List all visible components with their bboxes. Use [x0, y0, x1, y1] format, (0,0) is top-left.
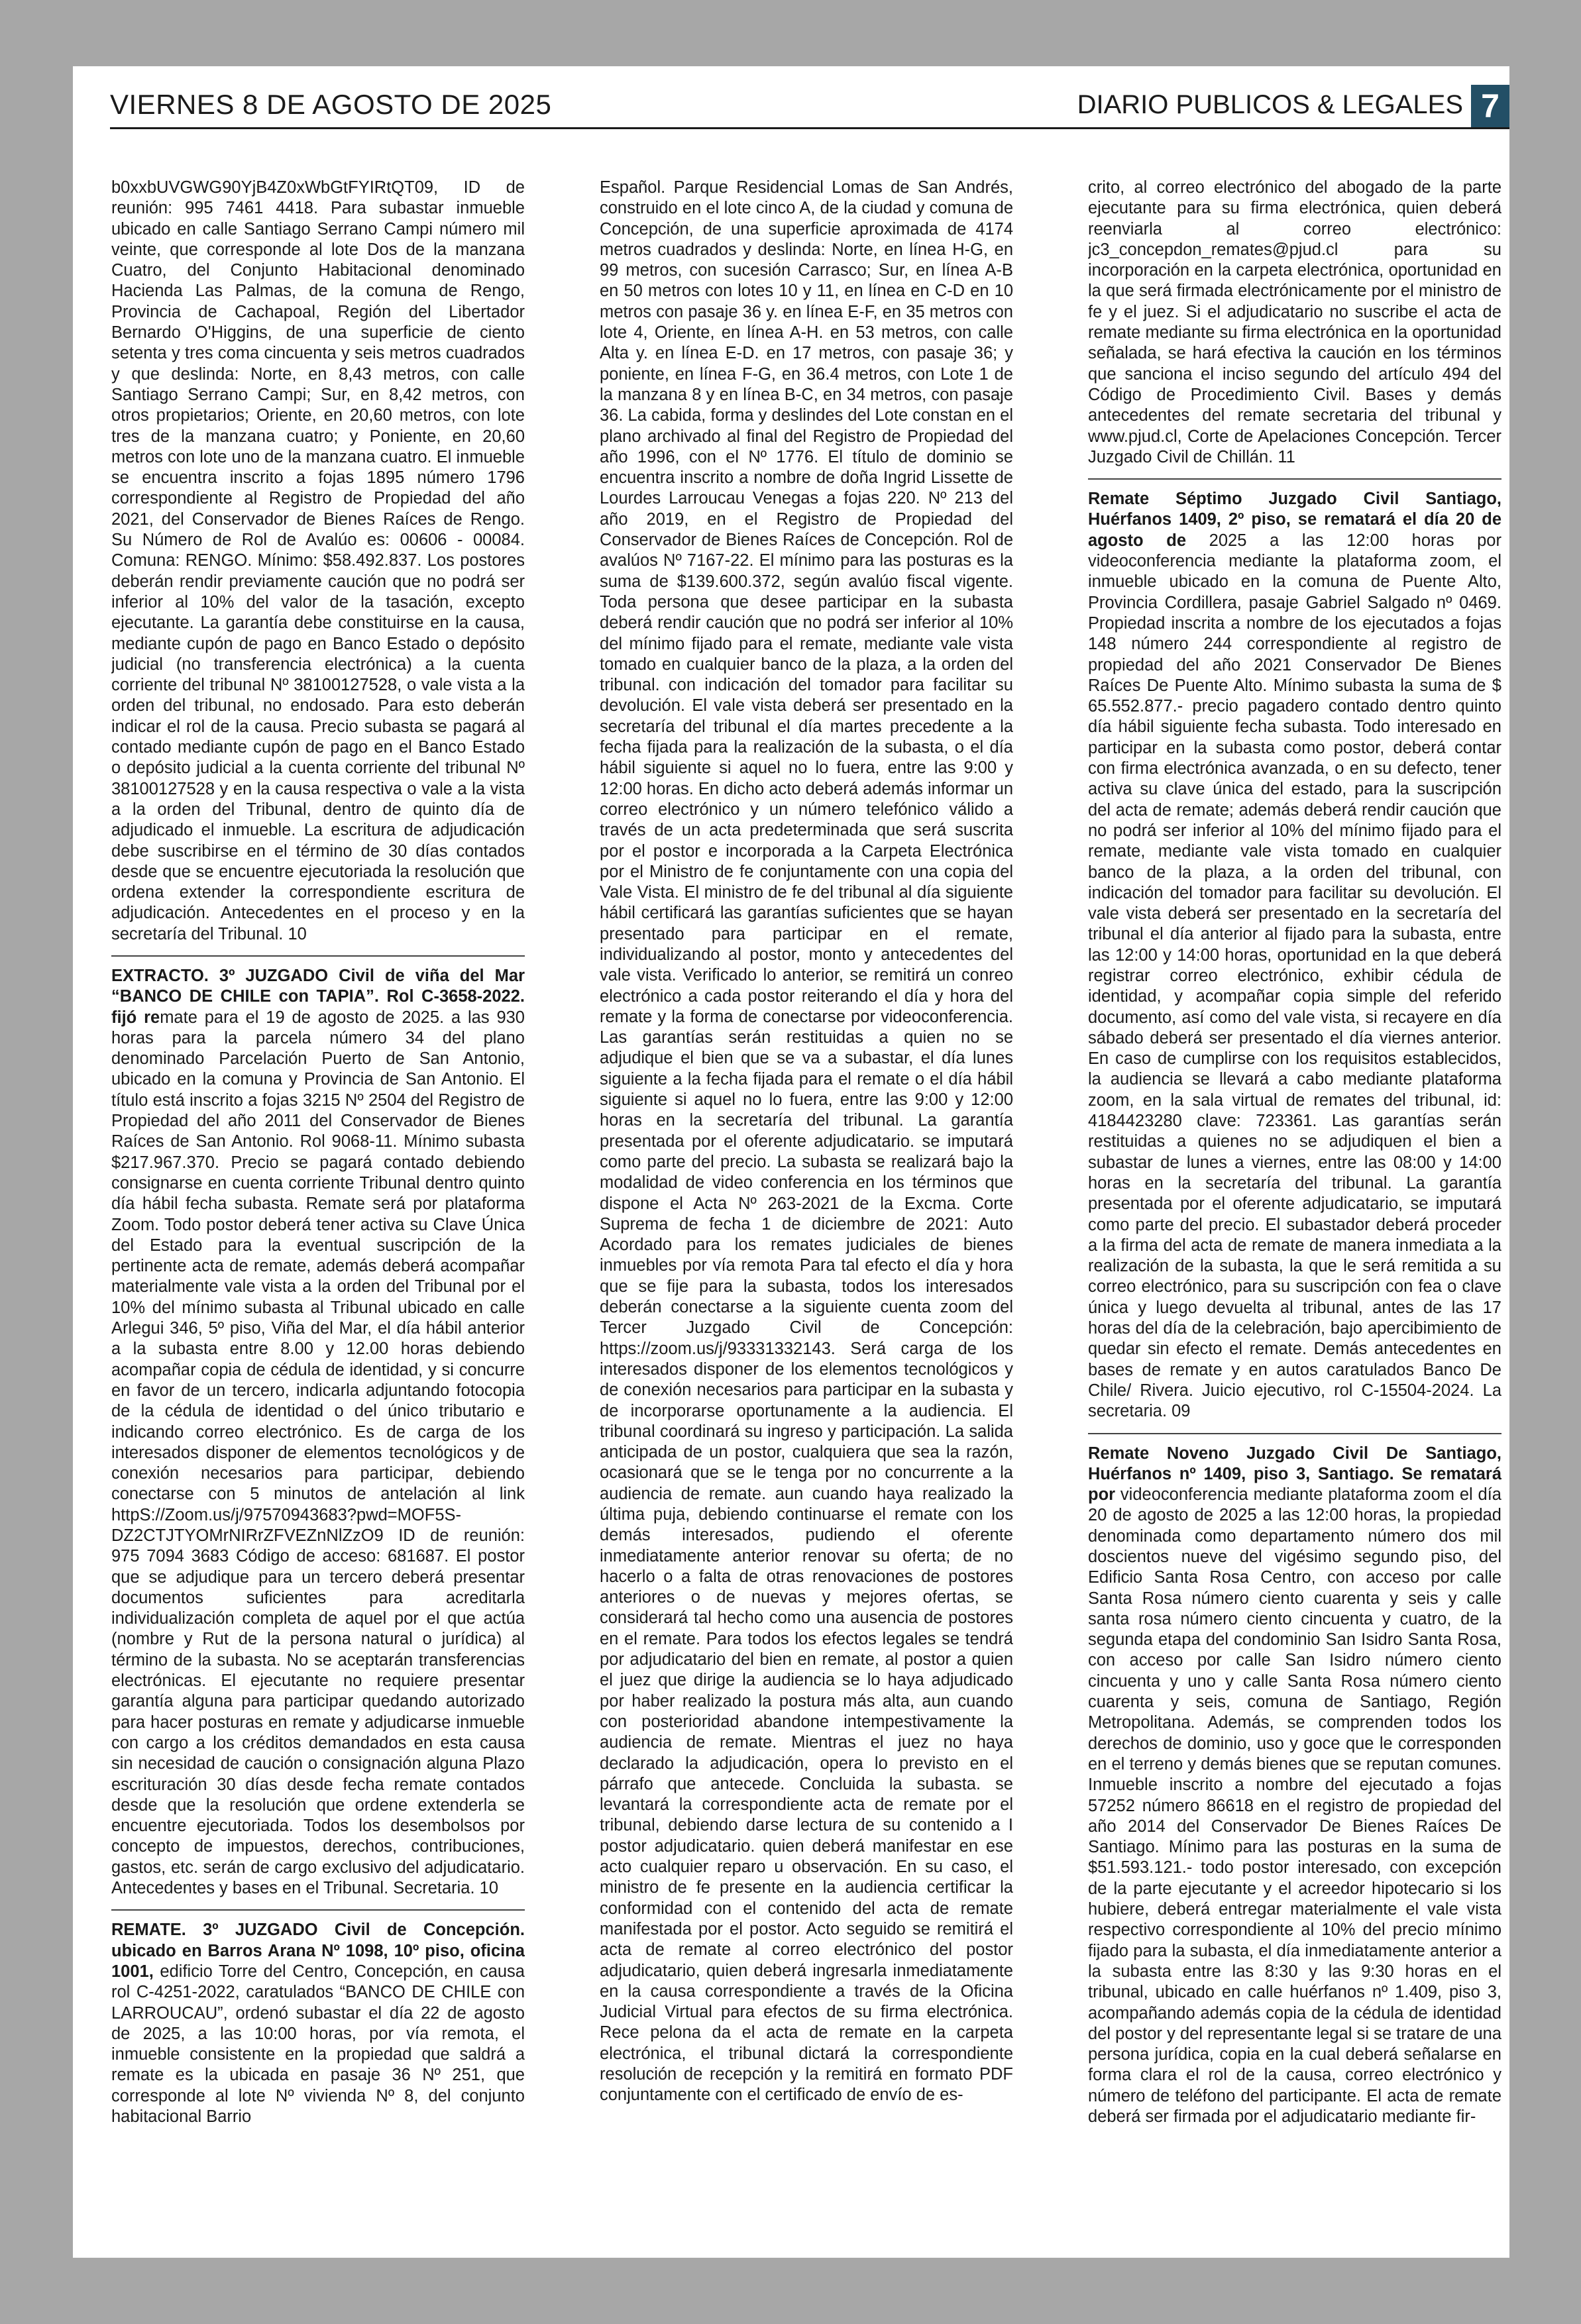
notice-noveno-juzgado — [1088, 1444, 1501, 2128]
column-2 — [600, 178, 1013, 2251]
divider — [1088, 1433, 1501, 1434]
notice-concepcion-continued: Español. Parque Residencial Lomas de San Andrés, construido en el lote cinco A, de la ciudad y comuna de Concepción, de una superficie aproximada de 4174 metros cuadrados y deslinda: Norte, en línea H-G, en 99 metros, con sucesión Carrasco; Sur, en línea A-B en 50 metros con lotes 10 y 11, en línea en C-D en 10 metros con pasaje 36 y. en línea E-F, en 35 metros con lote 4, Oriente, en línea A-H. en 53 metros, con calle Alta y. en línea E-D. en 17 metros, con pasaje 36; y poniente, en línea F-G, en 36.4 metros, con Lote 1 de la manzana 8 y en línea B-C, en 34 metros, con pasaje 36. La cabida, forma y deslindes del Lote constan en el plano archivado al final del Registro de Propiedad del año 1996, con el Nº 1776. El título de dominio se encuentra inscrito a nombre de doña Ingrid Lissette de Lourdes Larroucau Venegas a fojas 220. Nº 213 del año 2019, en el Registro de Propiedad del Conservador de Bienes Raíces de Concepción. Rol de avalúos Nº 7167-22. El mínimo para las posturas es la suma de $139.600.372, según avalúo fiscal vigente. Toda persona que desee participar en la subasta deberá rendir caución que no podrá ser inferior al 10% del mínimo fijado para el remate, mediante vale vista tomado en cualquier banco de la plaza, a la orden del tribunal. con indicación del tomador para facilitar su devolución. El vale vista deberá ser presentado en la secretaría del tribunal el día martes precedente a la fecha fijada para la realización de la subasta, o el día hábil siguiente si aquel no lo fuera, entre las 9:00 y 12:00 horas. En dicho acto deberá además informar un correo electrónico y un número telefónico válido a través de un acta predeterminada que será suscrita por el postor e incorporada a la Carpeta Electrónica por el Ministro de fe conjuntamente con una copia del Vale Vista. El ministro de fe del tribunal al día siguiente hábil certificará las garantías suficientes que se hayan presentado para participar en el remate, individualizando al postor, monto y antecedentes del vale vista. Verificado lo anterior, se remitirá un conreo electrónico a cada postor reiterando el día y hora del remate y la forma de conectarse por videoconferencia. Las garantías serán restituidas a quien no se adjudique el bien que se va a subastar, el día lunes siguiente a la fecha fijada para el remate o el día hábil siguiente si aquel no lo fuera, entre las 9:00 y 12:00 horas en la secretaría del tribunal. La garantía presentada por el oferente adjudicatario. se imputará como parte del precio. La subasta se realizará bajo la modalidad de video conferencia en los términos que dispone el Acta Nº 263-2021 de la Excma. Corte Suprema de fecha 1 de diciembre de 2021: Auto Acordado para los remates judiciales de bienes inmuebles por vía remota Para tal efecto el día y hora que se fije para la subasta, todos los interesados deberán conectarse a la siguiente cuenta zoom del Tercer Juzgado Civil de Concepción: https://zoom.us/j/93331332143. Será carga de los interesados disponer de los elementos tecnológicos y de conexión necesarios para participar en la subasta y de incorporarse oportunamente a la audiencia. El tribunal coordinará su ingreso y participación. La salida anticipada de un postor, cualquiera que sea la razón, ocasionará que se le tenga por no concurrente a la audiencia de remate. aun cuando haya realizado la última puja, debiendo continuarse el remate con los demás interesados, pudiendo el oferente inmediatamente anterior renovar su oferta; de no hacerlo o a falta de otras renovaciones de postores anteriores o de nuevas y mejores ofertas, se considerará tal hecho como una ausencia de postores en el remate. Para todos los efectos legales se tendrá por adjudicatario del bien en remate, al postor a quien el juez que dirige la audiencia se lo haya adjudicado por haber realizado la postura más alta, aun cuando con posterioridad abandone intempestivamente la audiencia de remate. Mientras el juez no haya declarado la adjudicación, opera lo previsto en el párrafo que antecede. Concluida la subasta. se levantará la correspondiente acta de remate por el tribunal, debiendo darse lectura de su contenido a I postor adjudicatario. quien deberá manifestar en ese acto cualquier reparo u observación. En su caso, el ministro de fe presente en la audiencia certificar la conformidad con el contenido del acta de remate manifestada por el postor. Acto seguido se remitirá el acta de remate al correo electrónico del postor adjudicatario, quien deberá ingresarla inmediatamente en la causa correspondiente a través de la Oficina Judicial Virtual para efectos de su firma electrónica. Rece pelona da el acta de remate en la carpeta electrónica, el tribunal dictará la correspondiente resolución de recepción y la remitirá en formato PDF conjuntamente con el certificado de envío de es- — [600, 178, 1013, 2105]
notice-concepcion — [111, 1920, 525, 2127]
newspaper-page — [73, 66, 1509, 2258]
notice-body: mate para el 19 de agosto de 2025. a las 930 horas para la parcela número 34 del plano denominado Parcelación Puerto de San Antonio, ubicado en la comuna y Provincia de San Antonio. El título está inscrito a fojas 3215 Nº 2504 del Registro de Propiedad del año 2011 del Conservador de Bienes Raíces de San Antonio. Rol 9068-11. Mínimo subasta $217.967.370. Precio se pagará contado debiendo consignarse en cuenta corriente Tribunal dentro quinto día hábil fecha subasta. Remate será por plataforma Zoom. Todo postor deberá tener activa su Clave Única del Estado para la eventual suscripción de la pertinente acta de remate, además deberá acompañar materialmente vale vista a la orden del Tribunal por el 10% del mínimo subasta al Tribunal ubicado en calle Arlegui 346, 5º piso, Viña del Mar, el día hábil anterior a la subasta entre 8.00 y 12.00 horas debiendo acompañar copia de cédula de identidad, y si concurre en favor de un tercero, indicarla adjuntando fotocopia de la cédula de identidad o del único tributario e indicando correo electrónico. Es de carga de los interesados disponer de elementos tecnológicos y de conexión necesarios para participar, debiendo conectarse con 5 minutos de antelación al link httpS://Zoom.us/j/97570943683?pwd=MOF5S-DZ2CTJTYOMrNIRrZFVEZnNlZzO9 ID de reunión: 975 7094 3683 Código de acceso: 681687. El postor que se adjudique para un tercero deberá presentar documentos suficientes para acreditarla individualización completa de aquel por el que actúa (nombre y Rut de la persona natural o jurídica) al término de la subasta. No se aceptarán transferencias electrónicas. El ejecutante no requiere presentar garantía alguna para participar quedando autorizado para hacer posturas en remate y adjudicarse inmueble con cargo a los créditos demandados en esta causa sin necesidad de caución o consignación alguna Plazo escrituración 30 días desde fecha remate contados desde que la resolución que ordene extenderla se encuentre ejecutoriada. Todos los desembolsos por concepto de impuestos, derechos, contribuciones, gastos, etc. serán de cargo exclusivo del adjudicatario. Antecedentes y bases en el Tribunal. Secretaria. 10 — [111, 1008, 525, 1898]
notice-septimo-juzgado — [1088, 489, 1501, 1422]
issue-date: VIERNES 8 DE AGOSTO DE 2025 — [110, 89, 552, 120]
notice-body: 2025 a las 12:00 horas por videoconferencia mediante la plataforma zoom, el inmueble ubicado en la comuna de Puente Alto, Provincia Cordillera, pasaje Gabriel Salgado nº 0469. Propiedad inscrita a nombre de los ejecutados a fojas 148 número 244 correspondiente al registro de propiedad del año 2021 Conservador De Bienes Raíces De Puente Alto. Mínimo subasta la suma de $ 65.552.877.- precio pagadero contado dentro quinto día hábil siguiente fecha subasta. Todo interesado en participar en la subasta como postor, deberá contar con firma electrónica avanzada, o en su defecto, tener activa su clave única del estado, para la suscripción del acta de remate; además deberá rendir caución que no podrá ser inferior al 10% del mínimo fijado para el remate, mediante vale vista tomado en cualquier banco de la plaza, a la orden del tribunal, con indicación del tomador para facilitar su devolución. El vale vista deberá ser presentado en la secretaría del tribunal el día anterior al fijado para la subasta, entre las 12:00 y 14:00 horas, oportunidad en la que deberá registrar correo electrónico, exhibir cédula de identidad, y acompañar copia simple del referido documento, así como del vale vista, si recayere en día sábado deberá ser presentado el día viernes anterior. En caso de cumplirse con los requisitos establecidos, la audiencia se llevará a cabo mediante plataforma zoom, en la sala virtual de remates del tribunal, id: 4184423280 clave: 723361. Las garantías serán restituidas a quienes no se adjudiquen el bien a subastar de lunes a viernes, entre las 08:00 y 14:00 horas en la secretaría del tribunal. La garantía presentada por el oferente adjudicatario, se imputará como parte del precio. El subastador deberá proceder a la firma del acta de remate de manera inmediata a la realización de la subasta, la que le será remitida a su correo electrónico, para su suscripción con fea o clave única y luego devuelta al tribunal, antes de las 17 horas del día de la celebración, bajo apercibimiento de quedar sin efecto el remate. Demás antecedentes en bases de remate y en autos caratulados Banco De Chile/ Rivera. Juicio ejecutivo, rol C-15504-2024. La secretaria. 09 — [1088, 531, 1501, 1421]
notice-heading: Remate Séptimo Juzgado Civil Santiago, Huérfanos 1409, 2º piso, se rematará el día 20 de agosto de — [1088, 490, 1501, 550]
notice-body: edificio Torre del Centro, Concepción, en causa rol C-4251-2022, caratulados “BANCO DE CHILE con LARROUCAU”, ordenó subastar el día 22 de agosto de 2025, a las 10:00 horas, por vía remota, el inmueble consistente en la propiedad que saldrá a remate es la ubicada en pasaje 36 Nº 251, que corresponde al lote Nº vivienda Nº 8, del conjunto habitacional Barrio — [111, 1962, 525, 2127]
notice-heading: EXTRACTO. 3º JUZGADO Civil de viña del Mar “BANCO DE CHILE con TAPIA”. Rol C-3658-2022. fijó re — [111, 966, 525, 1027]
column-1 — [111, 178, 525, 2251]
column-3 — [1088, 178, 1501, 2251]
notice-body: videoconferencia mediante plataforma zoom el día 20 de agosto de 2025 a las 12:00 horas, la propiedad denominada como departamento número dos mil doscientos nueve del vigésimo segundo piso, del Edificio Santa Rosa Centro, con acceso por calle Santa Rosa número ciento cuarenta y seis y calle santa rosa número ciento cincuenta y cuatro, de la segunda etapa del condominio San Isidro Santa Rosa, con acceso por calle San Isidro número ciento cincuenta y uno y calle Santa Rosa número ciento cuarenta y seis, comuna de Santiago, Región Metropolitana. Además, se comprenden todos los derechos de dominio, uso y goce que le corresponden en el terreno y demás bienes que se reputan comunes. Inmueble inscrito a nombre del ejecutado a fojas 57252 número 86618 en el registro de propiedad del año 2014 del Conservador De Bienes Raíces De Santiago. Mínimo para las posturas en la suma de $51.593.121.- todo postor interesado, con excepción de la parte ejecutante y el acreedor hipotecario si los hubiere, deberá entregar materialmente el vale vista respectivo correspondiente al 10% del precio mínimo fijado para la subasta, el día inmediatamente anterior a la subasta entre las 8:30 y las 9:30 horas en el tribunal, ubicado en calle huérfanos nº 1.409, piso 3, acompañando además copia de la cédula de identidad del postor y del representante legal si se tratare de una persona jurídica, copia en la cual deberá señalarse en forma clara el rol de la causa, correo electrónico y número de teléfono del participante. El acta de remate deberá ser firmada por el adjudicatario mediante fir- — [1088, 1485, 1501, 2127]
divider — [1088, 478, 1501, 480]
notice-vina-del-mar — [111, 966, 525, 1899]
page-header — [110, 86, 1509, 129]
divider — [111, 955, 525, 957]
divider — [111, 1909, 525, 1911]
notice-heading: Remate Noveno Juzgado Civil De Santiago, Huérfanos nº 1409, piso 3, Santiago. Se rematará por — [1088, 1444, 1501, 1505]
notice-concepcion-end: crito, al correo electrónico del abogado de la parte ejecutante para su firma electrónica, quien deberá reenviarla al correo electrónico: jc3_concepdon_remates@pjud.cl para su incorporación en la carpeta electrónica, oportunidad en la que será firmada electrónicamente por el ministro de fe y el juez. Si el adjudicatario no suscribe el acta de remate mediante su firma electrónica en la oportunidad señalada, se hará efectiva la caución en los términos que sanciona el inciso segundo del artículo 494 del Código de Procedimiento Civil. Bases y demás antecedentes del remate secretaria del tribunal y www.pjud.cl, Corte de Apelaciones Concepción. Tercer Juzgado Civil de Chillán. 11 — [1088, 178, 1501, 466]
page-number: 7 — [1471, 85, 1509, 127]
notice-heading: REMATE. 3º JUZGADO Civil de Concepción. ubicado en Barros Arana Nº 1098, 10º piso, oficina 1001, — [111, 1921, 525, 1981]
notice-rengo: b0xxbUVGWG90YjB4Z0xWbGtFYIRtQT09, ID de reunión: 995 7461 4418. Para subastar inmueble ubicado en calle Santiago Serrano Campi número mil veinte, que corresponde al lote Dos de la manzana Cuatro, del Conjunto Habitacional denominado Hacienda Las Palmas, de la comuna de Rengo, Provincia de Cachapoal, Región del Libertador Bernardo O'Higgins, de una superficie de ciento setenta y tres coma cincuenta y seis metros cuadrados y que deslinda: Norte, en 8,43 metros, con calle Santiago Serrano Campi; Sur, en 8,42 metros, con otros propietarios; Oriente, en 20,60 metros, con lote tres de la manzana cuatro; y Poniente, en 20,60 metros con lote uno de la manzana cuatro. El inmueble se encuentra inscrito a fojas 1895 número 1796 correspondiente al Registro de Propiedad del año 2021, del Conservador de Bienes Raíces de Rengo. Su Número de Rol de Avalúo es: 00606 - 00084. Comuna: RENGO. Mínimo: $58.492.837. Los postores deberán rendir previamente caución que no podrá ser inferior al 10% del valor de la tasación, excepto ejecutante. La garantía debe constituirse en la causa, mediante cupón de pago en Banco Estado o depósito judicial (no transferencia electrónica) a la cuenta corriente del tribunal Nº 38100127528, o vale vista a la orden del tribunal, no endosado. Para esto deberán indicar el rol de la causa. Precio subasta se pagará al contado mediante cupón de pago en el Banco Estado o depósito judicial a la cuenta corriente del tribunal Nº 38100127528 y en la causa respectiva o vale a la vista a la orden del Tribunal, dentro de quinto día de adjudicado el inmueble. La escritura de adjudicación debe suscribirse en el término de 30 días contados desde que se encuentre ejecutoriada la resolución que ordena extender la correspondiente escritura de adjudicación. Antecedentes en el proceso y en la secretaría del Tribunal. 10 — [111, 178, 525, 943]
newspaper-title: DIARIO PUBLICOS & LEGALES — [1077, 90, 1463, 119]
